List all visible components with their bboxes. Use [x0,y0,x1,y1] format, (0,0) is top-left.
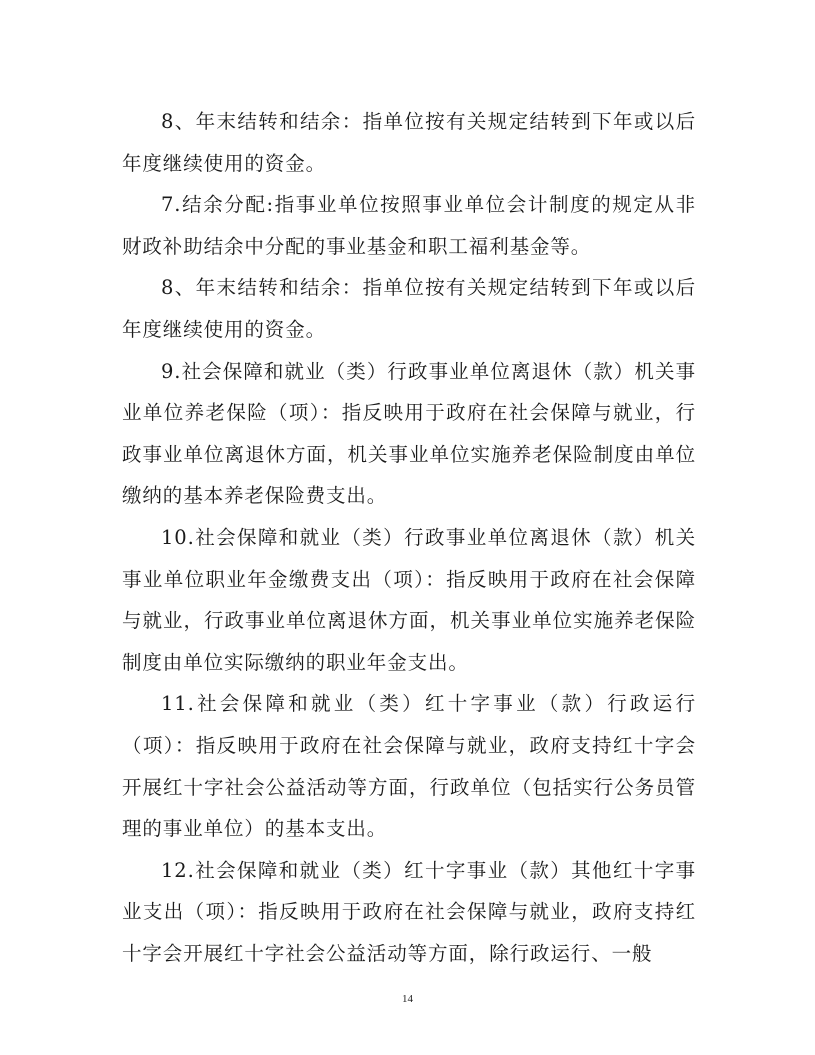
paragraph-red-cross-operation: 11.社会保障和就业（类）红十字事业（款）行政运行（项）：指反映用于政府在社会保障与就业，政府支持红十字会开展红十字社会公益活动等方面，行政单位（包括实行公务员管理的事业单位）的基本支出。 [122,692,696,841]
paragraph-occupational-annuity: 10.社会保障和就业（类）行政事业单位离退休（款）机关事业单位职业年金缴费支出（项）：指反映用于政府在社会保障与就业，行政事业单位离退休方面，机关事业单位实施养老保险制度由单位实际缴纳的职业年金支出。 [122,525,696,674]
paragraph-surplus-distribution: 7.结余分配:指事业单位按照事业单位会计制度的规定从非财政补助结余中分配的事业基金和职工福利基金等。 [122,193,696,258]
paragraph-year-end-carryover: 8、年末结转和结余：指单位按有关规定结转到下年或以后年度继续使用的资金。 [122,110,696,175]
paragraph-red-cross-other: 12.社会保障和就业（类）红十字事业（款）其他红十字事业支出（项）：指反映用于政府在社会保障与就业，政府支持红十字会开展红十字社会公益活动等方面，除行政运行、一般 [122,858,696,965]
page-number: 14 [402,993,413,1005]
document-body [122,101,696,974]
paragraph-pension-insurance: 9.社会保障和就业（类）行政事业单位离退休（款）机关事业单位养老保险（项）：指反映用于政府在社会保障与就业，行政事业单位离退休方面，机关事业单位实施养老保险制度由单位缴纳的基本养老保险费支出。 [122,359,696,508]
paragraph-year-end-carryover-repeat: 8、年末结转和结余：指单位按有关规定结转到下年或以后年度继续使用的资金。 [122,276,696,341]
